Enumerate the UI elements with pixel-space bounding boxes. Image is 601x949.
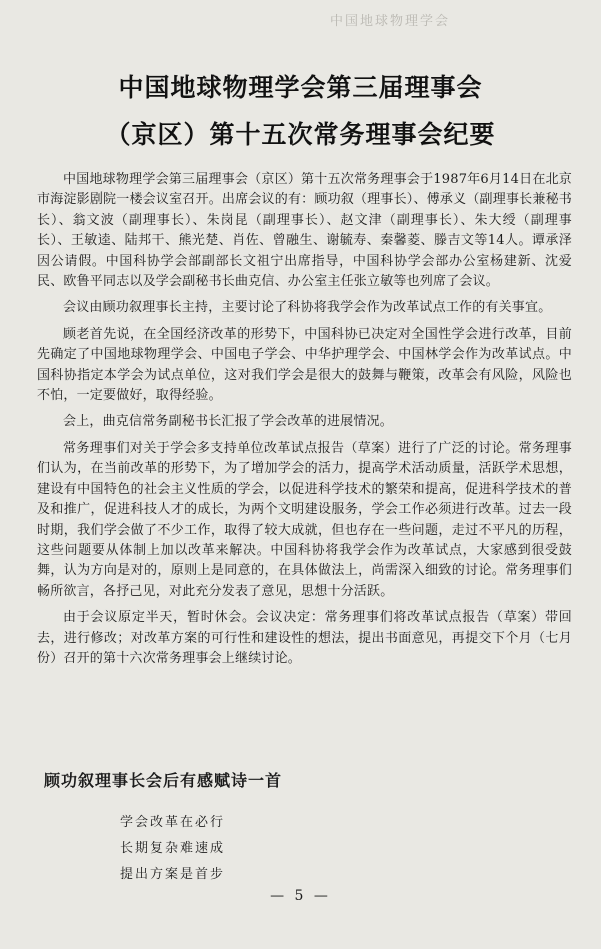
paragraph-chair: 会议由顾功叙理事长主持，主要讨论了科协将我学会作为改革试点工作的有关事宜。: [63, 300, 552, 316]
paragraph-report: 会上，曲克信常务副秘书长汇报了学会改革的进展情况。: [63, 414, 394, 430]
document-body: [37, 170, 572, 675]
poem-title: 顾功叙理事长会后有感赋诗一首: [44, 771, 283, 790]
poem: [120, 810, 225, 888]
bleed-through-text: 中国地球物理学会: [330, 14, 451, 29]
paragraph-opening-remarks: 顾老首先说，在全国经济改革的形势下，中国科协已决定对全国性学会进行改革，目前先确定了中国地球物理学会、中国电子学会、中华护理学会、中国林学会作为改革试点。中国科协指定本学会为试点单位，这对我们学会是很大的鼓舞与鞭策，改革会有风险，风险也不怕，一定要做好，取得经验。: [37, 326, 572, 404]
document-title-line-1: 中国地球物理学会第三届理事会: [118, 73, 483, 102]
document-title-line-2: （京区）第十五次常务理事会纪要: [105, 120, 496, 149]
page-number: — 5 —: [270, 888, 331, 904]
paragraph-attendance: 中国地球物理学会第三届理事会（京区）第十五次常务理事会于1987年6月14日在北京市海淀影剧院一楼会议室召开。出席会议的有：顾功叙（理事长）、傅承义（副理事长兼秘书长）、翁文波（副理事长）、朱岗昆（副理事长）、赵文津（副理事长）、朱大绶（副理事长）、王敏逵、陆邦干、熊光楚、肖佐、曾融生、谢毓寿、秦馨菱、滕吉文等14人。谭承泽因公请假。中国科协学会部副部长文祖宁出席指导，中国科协学会部办公室杨建新、沈爱民、欧鲁平同志以及学会副秘书长曲克信、办公室主任张立敏等也列席了会议。: [37, 172, 572, 290]
paragraph-decision: 由于会议原定半天，暂时休会。会议决定：常务理事们将改革试点报告（草案）带回去，进行修改；对改革方案的可行性和建设性的想法，提出书面意见，再提交下个月（七月份）召开的第十六次常务理事会上继续讨论。: [37, 610, 572, 666]
poem-line: 提出方案是首步: [120, 867, 226, 882]
poem-line: 长期复杂难速成: [120, 841, 226, 856]
paragraph-discussion: 常务理事们对关于学会多支持单位改革试点报告（草案）进行了广泛的讨论。常务理事们认为，在当前改革的形势下，为了增加学会的活力，提高学术活动质量，活跃学术思想，建设有中国特色的社会主义性质的学会，以促进科学技术的繁荣和提高，促进科学技术的普及和推广，促进科技人才的成长，为两个文明建设服务，学会工作必须进行改革。过去一段时期，我们学会做了不少工作，取得了较大成就，但也存在一些问题，走过不平凡的历程，这些问题要从体制上加以改革来解决。中国科协将我学会作为改革试点，大家感到很受鼓舞，认为方向是对的，原则上是同意的，在具体做法上，尚需深入细致的讨论。常务理事们畅所欲言，各抒己见，对此充分发表了意见，思想十分活跃。: [37, 440, 572, 599]
poem-line: 学会改革在必行: [120, 815, 226, 830]
